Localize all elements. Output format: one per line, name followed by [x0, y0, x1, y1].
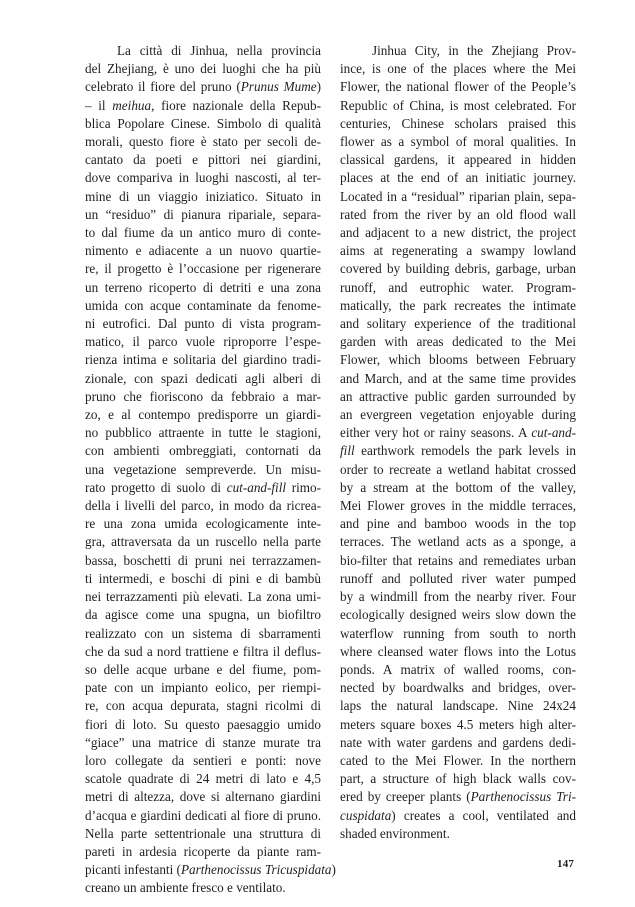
text-line: to dal fiume da un antico muro di conte-: [85, 225, 321, 241]
text-line: no pubblico attraente in tutte le stagioni,: [85, 425, 321, 441]
text-line: – il meihua, fiore nazionale della Repub-: [85, 97, 321, 113]
text-line: runoff and polluted river water pumped: [340, 570, 576, 586]
text-line: nected by boardwalks and bridges, over-: [340, 680, 576, 696]
text-line: rated from the river by an old flood wall: [340, 206, 576, 222]
text-line: Located in a “residual” riparian plain, sepa-: [340, 188, 576, 204]
text-line: re, il progetto è l’occasione per rigenerare: [85, 261, 321, 277]
text-line: mine di un viaggio iniziatico. Situato in: [85, 188, 321, 204]
text-line: order to recreate a wetland habitat crossed: [340, 461, 576, 477]
text-line: an evergreen vegetation enjoyable during: [340, 407, 576, 423]
text-line: Flower, the national flower of the People’s: [340, 79, 576, 95]
text-line: runoff, and eutrophic water. Program-: [340, 279, 576, 295]
text-line: blica Popolare Cinese. Simbolo di qualità: [85, 115, 321, 131]
text-line: realizzato con un sistema di sbarramenti: [85, 625, 321, 641]
text-line: cantato da poeti e pittori nei giardini,: [85, 152, 321, 168]
text-line: part, a structure of high black walls cov-: [340, 771, 576, 787]
text-line: Jinhua City, in the Zhejiang Prov-: [372, 43, 576, 58]
text-line: Republic of China, is most celebrated. For: [340, 97, 576, 113]
text-line: classical gardens, it appeared in hidden: [340, 152, 576, 168]
text-line: “giace” una matrice di stanze murate tra: [85, 734, 321, 750]
text-line: places at the end of an initiatic journey.: [340, 170, 576, 186]
text-line: and adjacent to a new district, the project: [340, 225, 576, 241]
text-line: ince, is one of the places where the Mei: [340, 61, 576, 77]
english-text-column: [340, 42, 576, 843]
text-line: pareti in ardesia ricoperte da piante ram-: [85, 843, 321, 859]
page-number: 147: [557, 858, 575, 870]
text-line: creano un ambiente fresco e ventilato.: [85, 880, 286, 896]
text-line: by a windmill from the nearby river. Four: [340, 589, 576, 605]
text-line: zo, e al contempo predisporre un giardi-: [85, 407, 321, 423]
text-line: and solitary experience of the traditional: [340, 316, 576, 332]
text-line: nimento e adiacente a un nuovo quartie-: [85, 243, 321, 259]
text-line: either very hot or rainy seasons. A cut-and-: [340, 425, 576, 441]
text-line: so delle acque urbane e del fiume, pom-: [85, 661, 321, 677]
text-line: bio-filter that retains and remediates urban: [340, 552, 576, 568]
text-line: umida con acque contaminate da fenome-: [85, 297, 321, 313]
text-line: and March, and at the same time provides: [340, 370, 576, 386]
text-line: flower as a symbol of moral qualities. In: [340, 134, 576, 150]
text-line: meters square boxes 4.5 meters high alter-: [340, 716, 576, 732]
text-line: rato progetto di suolo di cut-and-fill rimo-: [85, 479, 321, 495]
text-line: gra, attraversata da un ruscello nella parte: [85, 534, 321, 550]
text-line: an attractive public garden surrounded by: [340, 388, 576, 404]
text-line: Flower, which blooms between February: [340, 352, 576, 368]
text-line: La città di Jinhua, nella provincia: [117, 43, 321, 58]
text-line: zionale, con spazi dedicati agli alberi di: [85, 370, 321, 386]
text-line: morali, questo fiore è stato per secoli de-: [85, 134, 321, 150]
text-line: pruno che fioriscono da febbraio a mar-: [85, 388, 321, 404]
text-line: matically, the park recreates the intimate: [340, 297, 576, 313]
text-line: ti intermedi, e boschi di pini e di bambù: [85, 570, 321, 586]
text-line: un “residuo” di pianura ripariale, separa-: [85, 206, 321, 222]
text-line: aims at regenerating a swampy lowland: [340, 243, 576, 259]
text-line: del Zhejiang, è uno dei luoghi che ha più: [85, 61, 321, 77]
text-line: where cleansed water flows into the Lotus: [340, 643, 576, 659]
text-line: terraces. The wetland acts as a sponge, a: [340, 534, 576, 550]
text-line: centuries, Chinese scholars praised this: [340, 115, 576, 131]
italian-text-column: [85, 42, 336, 898]
text-line: un terreno ricoperto di detriti e una zona: [85, 279, 321, 295]
text-line: nate with water gardens and gardens dedi-: [340, 734, 576, 750]
text-line: and pine and bamboo woods in the top: [340, 516, 576, 532]
text-line: una vegetazione sempreverde. Un misu-: [85, 461, 321, 477]
text-line: scatole quadrate di 24 metri di lato e 4,5: [85, 771, 321, 787]
text-line: pate con un impianto eolico, per riempi-: [85, 680, 321, 696]
text-line: della i livelli del parco, in modo da ricrea-: [85, 498, 321, 514]
text-line: matico, il parco vuole riproporre l’espe-: [85, 334, 321, 350]
text-line: dove compariva in luoghi nascosti, al ter-: [85, 170, 321, 186]
text-line: da agisce come una spugna, un biofiltro: [85, 607, 321, 623]
text-line: fiori di loto. Su questo paesaggio umido: [85, 716, 321, 732]
text-line: ecologically designed weirs slow down the: [340, 607, 576, 623]
text-line: d’acqua e giardini dedicati al fiore di pruno.: [85, 807, 321, 823]
text-line: loro collegate da sentieri e ponti: nove: [85, 752, 321, 768]
text-line: laps the natural landscape. Nine 24x24: [340, 698, 576, 714]
text-line: bassa, boschetti di pruni nei terrazzamen-: [85, 552, 321, 568]
text-line: re una zona umida ecologicamente inte-: [85, 516, 321, 532]
text-line: ered by creeper plants (Parthenocissus Tri-: [340, 789, 576, 805]
text-line: re, con acqua depurata, stagni ricolmi di: [85, 698, 321, 714]
text-line: fill earthwork remodels the park levels in: [340, 443, 576, 459]
text-line: cated to the Mei Flower. In the northern: [340, 752, 576, 768]
text-line: metri di altezza, dove si alternano giardini: [85, 789, 321, 805]
text-line: covered by building debris, garbage, urban: [340, 261, 576, 277]
text-line: picanti infestanti (Parthenocissus Tricuspidata): [85, 862, 336, 878]
text-line: nei terrazzamenti più elevati. La zona umi-: [85, 589, 321, 605]
text-line: ni eutrofici. Dal punto di vista program-: [85, 316, 321, 332]
text-line: shaded environment.: [340, 825, 450, 841]
text-line: che da sud a nord trattiene e filtra il deflus-: [85, 643, 321, 659]
text-line: by a stream at the bottom of the valley,: [340, 479, 576, 495]
text-line: ponds. A matrix of walled rooms, con-: [340, 661, 576, 677]
text-line: con ambienti ombreggiati, contornati da: [85, 443, 321, 459]
text-line: garden with areas dedicated to the Mei: [340, 334, 576, 350]
text-line: celebrato il fiore del pruno (Prunus Mume): [85, 79, 321, 95]
text-line: Nella parte settentrionale una struttura di: [85, 825, 321, 841]
text-line: rienza intima e solitaria del giardino tradi-: [85, 352, 321, 368]
text-line: waterflow running from south to north: [340, 625, 576, 641]
text-line: Mei Flower groves in the middle terraces,: [340, 498, 576, 514]
text-line: cuspidata) creates a cool, ventilated and: [340, 807, 576, 823]
